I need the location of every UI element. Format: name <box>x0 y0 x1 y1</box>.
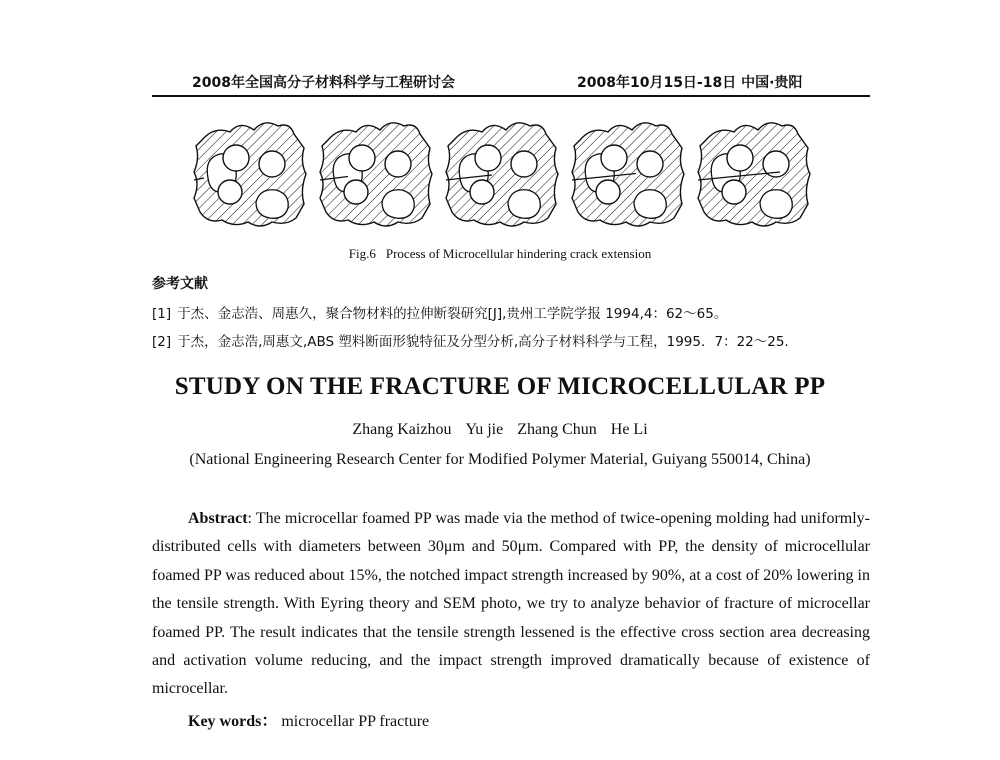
header-rule <box>152 95 870 97</box>
author: Zhang Chun <box>517 421 597 438</box>
author: Yu jie <box>465 421 504 438</box>
affiliation: (National Engineering Research Center for Modified Polymer Material, Guiyang 550014, China) <box>189 451 811 468</box>
figure-caption-text: Process of Microcellular hindering crack extension <box>385 246 652 261</box>
author: Zhang Kaizhou <box>352 421 452 438</box>
reference-item <box>152 302 727 322</box>
header-conference: 2008年全国高分子材料科学与工程研讨会 <box>192 75 455 91</box>
paper-title: STUDY ON THE FRACTURE OF MICROCELLULAR PP <box>174 373 826 400</box>
author-list <box>0 421 1000 439</box>
figure-panel <box>320 123 432 226</box>
abstract-text: : The microcellar foamed PP was made via the method of twice-opening molding had uniformly-distributed cells with diameters between 30μm and 50μm. Compared with PP, the density of microcellular foamed PP was reduced about 15%, the notched impact strength increased by 90%, at a cost of 20% lowering in the tensile strength. With Eyring theory and SEM photo, we try to analyze behavior of fracture of microcellar foamed PP. The result indicates that the tensile strength lessened is the effective cross section area decreasing and activation volume reducing, and the impact strength improved dramatically because of existence of microcellar. <box>152 510 870 698</box>
reference-item <box>152 330 789 350</box>
reference-text: 于杰，金志浩,周惠文,ABS 塑料断面形貌特征及分型分析,高分子材料科学与工程，1995．7：22～25. <box>177 334 789 350</box>
figure-panel <box>698 123 810 226</box>
figure-panel <box>572 123 684 226</box>
header-date-location: 2008年10月15日-18日 中国·贵阳 <box>577 75 803 91</box>
reference-number: [1] <box>152 306 172 322</box>
keywords-text: microcellar PP fracture <box>281 713 430 730</box>
figure-panel <box>446 123 558 226</box>
keywords-label: Key words： <box>188 713 278 730</box>
author: He Li <box>610 421 648 438</box>
references-heading: 参考文献 <box>152 276 208 292</box>
abstract <box>152 505 870 704</box>
reference-number: [2] <box>152 334 172 350</box>
abstract-label: Abstract <box>188 510 248 527</box>
figure-panel <box>194 123 306 226</box>
figure-number: Fig.6 <box>348 246 376 261</box>
reference-text: 于杰、金志浩、周惠久，聚合物材料的拉伸断裂研究[J],贵州工学院学报 1994,4：62～65。 <box>177 306 728 322</box>
running-header <box>152 72 870 94</box>
figure-6-illustration <box>190 118 815 233</box>
keywords <box>188 708 429 731</box>
figure-6 <box>190 118 815 233</box>
figure-caption <box>0 246 1000 262</box>
